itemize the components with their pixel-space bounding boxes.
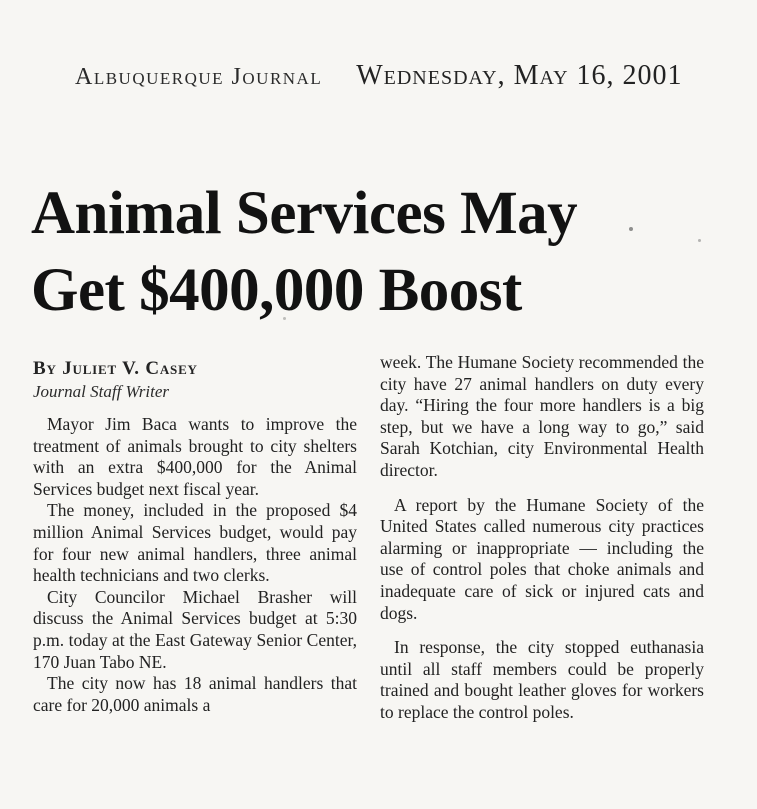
scan-speck <box>698 239 701 242</box>
byline <box>33 358 357 402</box>
paragraph: In response, the city stopped euthanasia until all staff members could be properly trained and bought leather gloves for workers to replace the control poles. <box>380 637 704 722</box>
issue-date: Wednesday, May 16, 2001 <box>356 60 683 91</box>
headline <box>31 175 577 329</box>
scan-speck <box>629 227 633 231</box>
masthead <box>75 60 683 92</box>
publication-name: Albuquerque Journal <box>75 64 323 90</box>
scan-speck <box>283 317 286 320</box>
paragraph: A report by the Humane Society of the United States called numerous city practices alarming or inappropriate — including the use of control poles that choke animals and inadequate care of sick or injured cats and dogs. <box>380 494 704 623</box>
headline-line-1: Animal Services May <box>31 180 578 247</box>
article-column-left <box>33 352 357 737</box>
scan-speck <box>426 228 430 232</box>
paragraph: The city now has 18 animal handlers that care for 20,000 animals a <box>33 673 357 715</box>
paragraph: week. The Humane Society recommended the city have 27 animal handlers on duty every day. “Hiring the four more handlers is a big step, but we have a long way to go,” said Sarah Kotchian, city Environmental Health director. <box>380 352 704 480</box>
article-column-right <box>380 352 704 737</box>
headline-line-2: Get $400,000 Boost <box>31 257 522 324</box>
byline-role: Journal Staff Writer <box>33 382 169 401</box>
paragraph: Mayor Jim Baca wants to improve the treatment of animals brought to city shelters with an extra $400,000 for the Animal Services budget next fiscal year. <box>33 414 357 499</box>
paragraph: City Councilor Michael Brasher will discuss the Animal Services budget at 5:30 p.m. today at the East Gateway Senior Center, 170 Juan Tabo NE. <box>33 586 357 672</box>
byline-author: By Juliet V. Casey <box>33 358 198 379</box>
article-body <box>33 352 705 737</box>
paragraph: The money, included in the proposed $4 million Animal Services budget, would pay for four new animal handlers, three animal health technicians and two clerks. <box>33 500 357 586</box>
